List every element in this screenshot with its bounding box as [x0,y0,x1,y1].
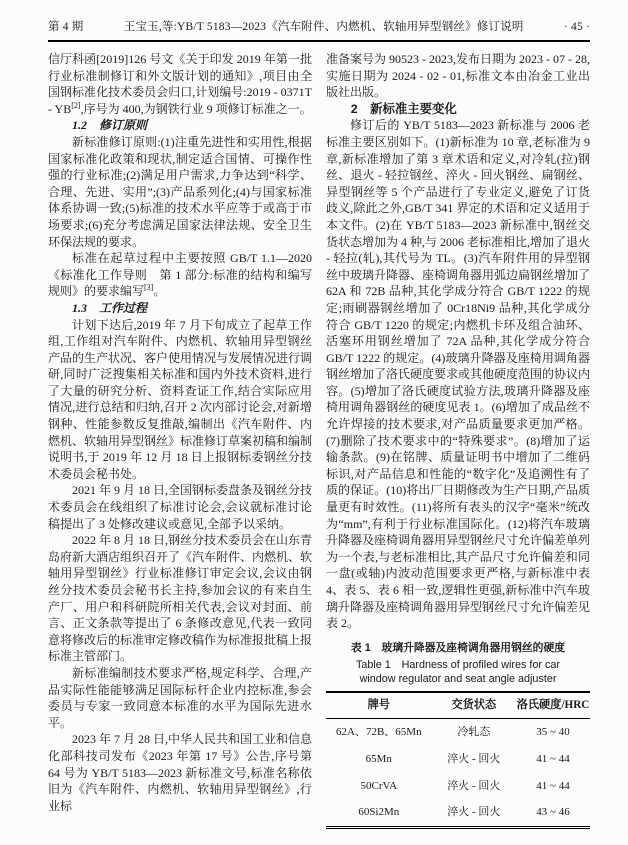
two-column-body [48,51,590,829]
page-number: · 45 · [563,21,590,33]
column-header-grade: 牌号 [326,692,432,719]
cell-grade: 60Si2Mn [358,806,400,819]
paragraph-text: ,序号为 400,为钢铁行业 9 项修订标准之一。 [80,101,312,116]
cell-grade: 50CrVA [360,779,398,792]
chapter-heading-2: 2 新标准主要变化 [350,101,457,116]
paragraph-2021-meeting: 2021 年 9 月 18 日,全国钢标委盘条及钢丝分技术委员会在线组织了标准讨论会,会议就标准讨论稿提出了 3 处修改建议或意见,全部予以采纳。 [48,483,313,531]
paragraph-2022-meeting: 2022 年 8 月 18 日,钢丝分技术委员会在山东青岛府新大酒店组织召开了《汽车附件、内燃机、软轴用异型钢丝》行业标准修订审定会议,会议由钢丝分技术委员会秘书长主持,参加会议的有来自生产厂、用户和科研院所相关代表,会议对封面、前言、正文条款等提出了 6 条修改意见,代表一致同意将修改后的标准审定修改稿作为标准报批稿上报标准主管部门。 [48,533,313,664]
hardness-table [326,691,590,829]
cell-state: 淬火 - 回火 [447,752,501,765]
section-heading-1-2: 1.2 修订原则 [72,118,148,133]
paragraph-standard-level: 新标准编制技术要求严格,规定科学、合理,产品实际性能能够满足国际标杆企业内控标准,参会委员与专家一致同意本标准的水平为国际先进水平。 [48,665,312,730]
paragraph-revision-principles: 新标准修订原则:(1)注重先进性和实用性,根据国家标准化政策和现状,制定适合国情、可操作性强的行业标准;(2)满足用户需求,力争达到“科学、合理、先进、实用”;(3)产品系列化;(4)与国家标准体系协调一致;(5)标准的技术水平应等于或高于市场要求;(6)充分考虑满足国家法律法规、安全卫生环保法规的要求。 [48,134,312,249]
paragraph-work-process: 计划下达后,2019 年 7 月下旬成立了起草工作组,工作组对汽车附件、内燃机、软轴用异型钢丝产品的生产状况、客户使用情况与发展情况进行调研,同时广泛搜集相关标准和国内外技术资料,进行了大量的研究分析、资料查证工作,结合实际应用情况,进行总结和归纳,召开 2 次内部讨论会,对新增钢种、性能参数反复推敲,编制出《汽车附件、内燃机、软轴用异型钢丝》标准修订草案初稿和编制说明书,于 2019 年 12 月 18 日上报钢标委钢丝分技术委员会秘书处。 [48,317,313,481]
right-column [326,51,590,829]
column-header-hardness: 洛氏硬度/HRC [516,692,590,719]
hardness-table-header [326,692,590,719]
column-header-delivery-state: 交货状态 [432,692,516,719]
running-title: 王宝玉,等:YB/T 5183—2023《汽车附件、内燃机、软轴用异型钢丝》修订说明 [123,21,524,33]
table-header-row [326,692,590,719]
citation-superscript: [3] [144,283,154,293]
cell-state: 淬火 - 回火 [447,779,501,792]
hardness-table-body [326,719,590,827]
cell-state: 冷轧态 [457,726,491,739]
left-column [48,51,312,829]
cell-grade: 62A、72B、65Mn [336,726,422,739]
citation-superscript: [2] [71,100,81,110]
paragraph-main-changes: 修订后的 YB/T 5183—2023 新标准与 2006 老标准主要区别如下。(1)新标准为 10 章,老标准为 9 章,新标准增加了第 3 章术语和定义,对冷轧(拉)钢丝、退火 - 轻拉钢丝、淬火 - 回火钢丝、扁钢丝、异型钢丝等 5 个产品进行了专业定义,避免了订货歧义,除此之外,GB/T 341 界定的术语和定义适用于本文件。(2)在 YB/T 5183—2023 新标准中,钢丝交货状态增加为 4 种,与 2006 老标准相比,增加了退火 - 轻拉(轧),其代号为 TL。(3)汽车附件用的异型钢丝中玻璃升降器、座椅调角器用弧边扁钢丝增加了 62A 和 72B 品种,其化学成分符合 GB/T 1222 的规定;雨刷器钢丝增加了 0Cr18Ni9 品种,其化学成分符合 GB/T 1220 的规定;内燃机卡环及组合油环、活塞环用钢丝增加了 72A 品种,其化学成分符合 GB/T 1222 的规定。(4)玻璃升降器及座椅用调角器钢丝增加了洛氏硬度要求或其他硬度范围的协议内容。(5)增加了洛氏硬度试验方法,玻璃升降器及座椅用调角器钢丝的硬度见表 1。(6)增加了成品丝不允许焊接的技术要求,对产品质量要求更加严格。(7)删除了技术要求中的“特殊要求”。(8)增加了运输条款。(9)在铭牌、质量证明书中增加了二维码标识,对产品信息和性能的“数字化”及追溯性有了质的保证。(10)将出厂日期修改为生产日期,产品质量更有时效性。(11)将所有表头的汉字“毫米”统改为“mm”,有利于行业标准国际化。(12)将汽车玻璃升降器及座椅调角器用异型钢丝尺寸允许偏差单列为一个表,与老标准相比,其产品尺寸允许偏差和同一盘(或轴)内波动范围要求更严格,与新标准中表 4、表 5、表 6 相一致,逻辑性更强,新标准中汽车玻璃升降器及座椅调角器用异型钢丝尺寸允许偏差见表 2。 [326,118,591,631]
paragraph-2023-announcement: 2023 年 7 月 28 日,中华人民共和国工业和信息化部科技司发布《2023 年第 17 号》公告,序号第 64 号为 YB/T 5183—2023 新标准文号,标准名称依旧为《汽车附件、内燃机、软轴用异型钢丝》,行业标 [48,732,313,813]
page-header [48,18,590,34]
cell-state: 淬火 - 回火 [447,806,501,819]
cell-hardness: 35 ~ 40 [536,726,570,739]
paragraph-continued: 准备案号为 90523 - 2023,发布日期为 2023 - 07 - 28,实施日期为 2024 - 02 - 01,标准文本由冶金工业出版社出版。 [326,52,590,100]
table-row [326,746,590,773]
issue-label: 第 4 期 [48,21,84,33]
table1-caption-en: Table 1 Hardness of profiled wires for car window regulator and seat angle adjuster [355,658,561,685]
section-heading-1-3: 1.3 工作过程 [72,300,148,315]
paragraph-text: 标准在起草过程中主要按照 GB/T 1.1—2020《标准化工作导则 第 1 部分:标准的结构和编写规则》的要求编写 [48,251,312,299]
paragraph-text: 信厅科函[2019]126 号文《关于印发 2019 年第一批行业标准制修订和外文版计划的通知》,项目由全国钢标准化技术委员会归口,计划编号:2019 - 0371T - YB [48,52,312,116]
cell-hardness: 41 ~ 44 [536,752,570,765]
table1-caption-cn: 表 1 玻璃升降器及座椅调角器用钢丝的硬度 [350,641,566,654]
cell-hardness: 43 ~ 46 [536,806,570,819]
paragraph-continued [48,51,312,117]
cell-grade: 65Mn [365,752,392,765]
table-row [326,799,590,827]
cell-hardness: 41 ~ 44 [536,779,570,792]
paragraph-drafting-basis [48,250,312,300]
paragraph-text: 。 [153,284,166,299]
header-rule [48,40,590,42]
table-row [326,719,590,746]
table-row [326,773,590,800]
